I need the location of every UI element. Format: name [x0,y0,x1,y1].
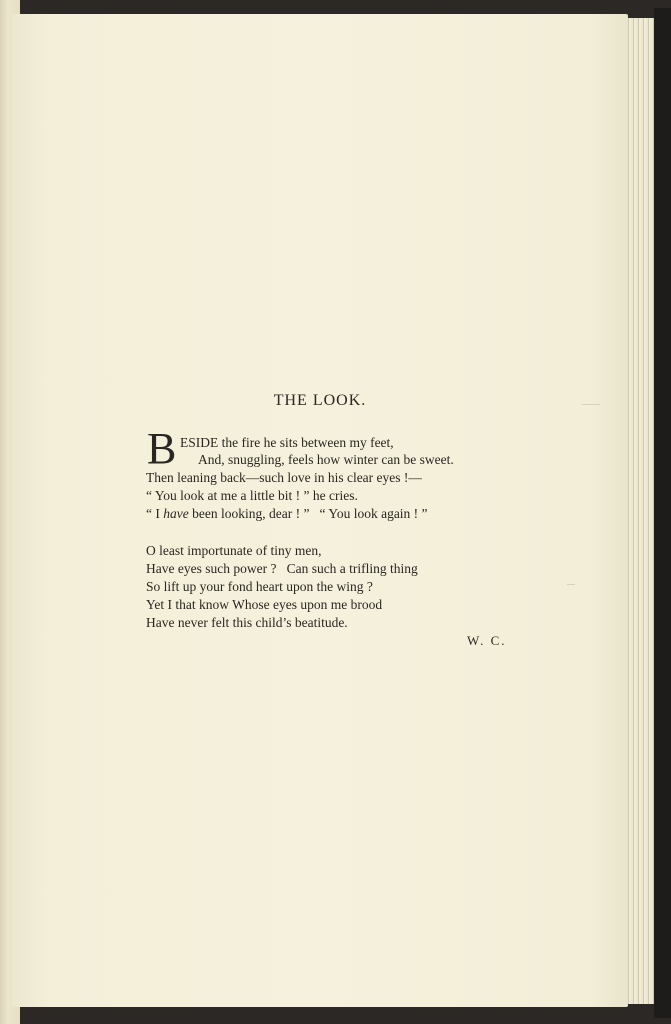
poem-line-part: “ I [146,506,164,521]
book-page [12,14,628,1007]
poem-line: And, snuggling, feels how winter can be sweet. [198,452,454,467]
poem-line: ESIDE the fire he sits between my feet, [180,435,394,450]
poem-title: THE LOOK. [273,392,367,409]
poem-line: Yet I that know Whose eyes upon me brood [146,597,383,612]
page-stack-edge [626,18,654,1004]
poem-signature: W. C. [467,633,507,648]
poem-line: O least importunate of tiny men, [146,543,322,558]
book-cover-edge [654,8,671,1018]
page-mark [567,584,575,585]
poem-line: So lift up your fond heart upon the wing ? [146,579,373,594]
poem-line: Have never felt this child’s beatitude. [146,615,348,630]
poem-line: Have eyes such power ? Can such a trifling thing [146,561,418,576]
poem-line: Then leaning back—such love in his clear eyes !— [146,470,422,485]
drop-cap: B [147,424,177,473]
poem-italic-word: have [163,506,189,521]
poem-line-part: been looking, dear ! ” “ You look again ! ” [188,506,428,521]
poem-line [146,505,428,523]
poem-line: “ You look at me a little bit ! ” he cries. [146,488,358,503]
